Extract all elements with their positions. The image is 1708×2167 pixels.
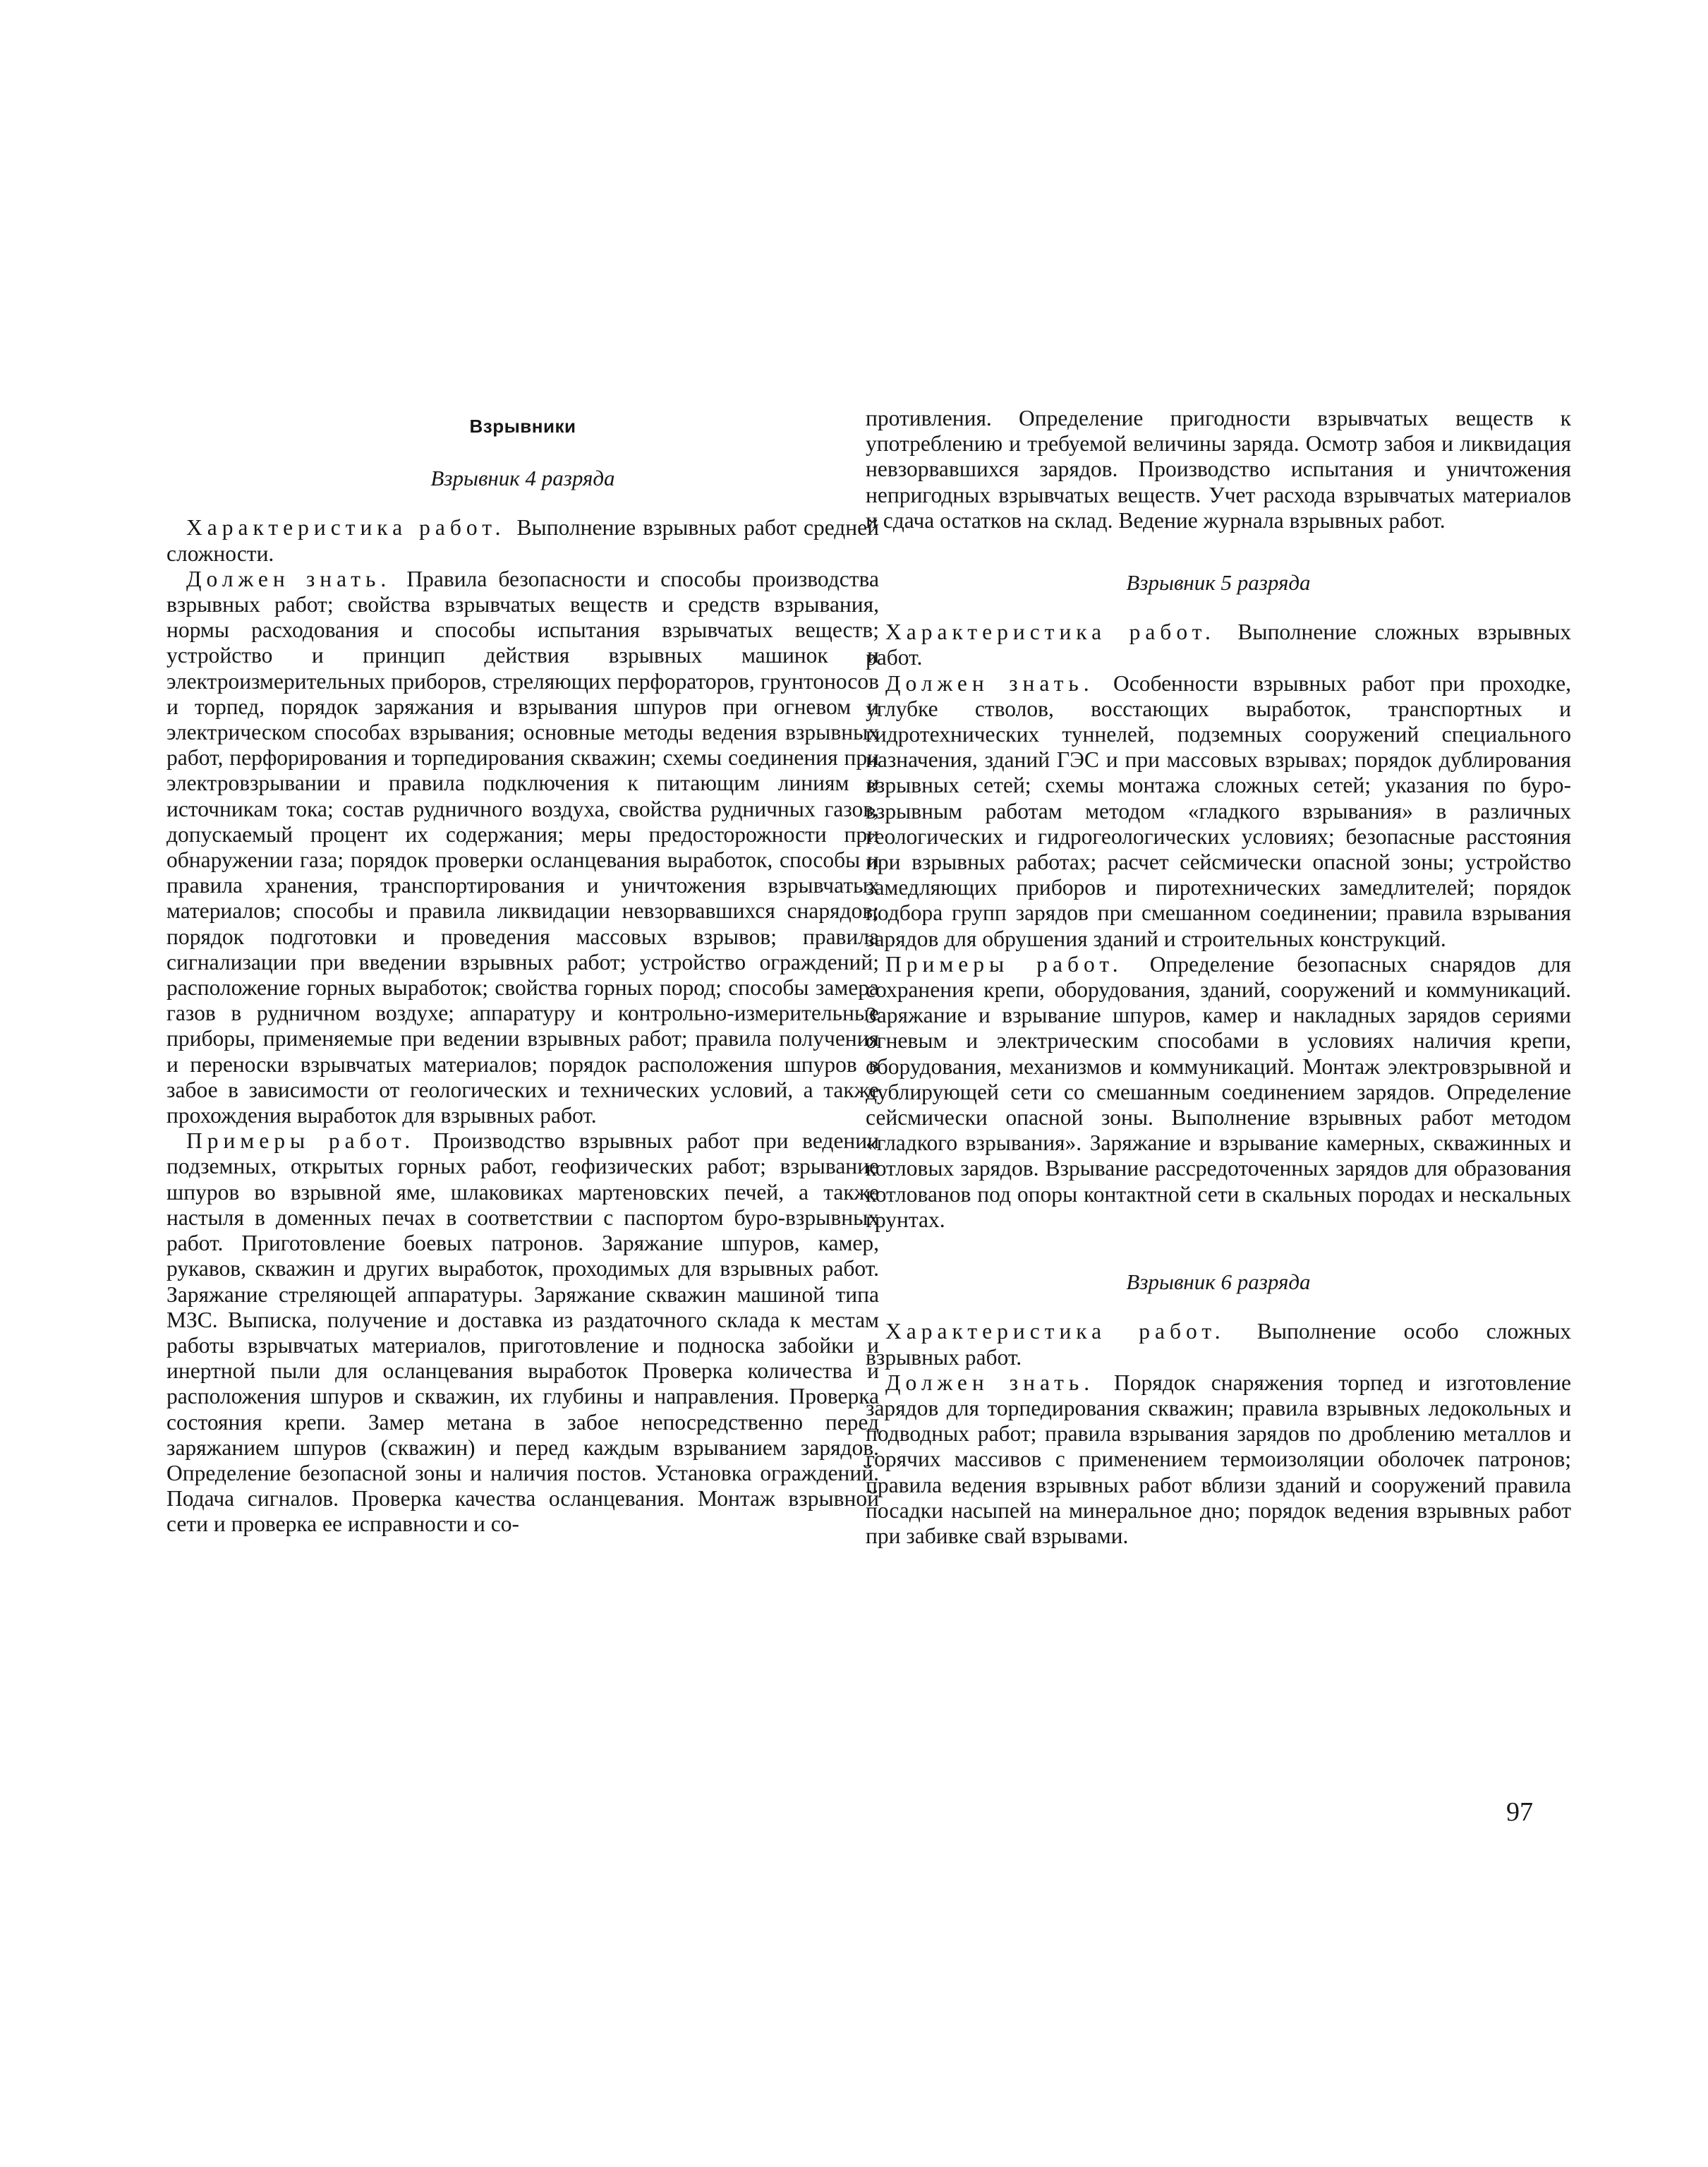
grade-6-characteristics [866, 1319, 1571, 1370]
grade-4-characteristics [166, 515, 879, 566]
paragraph-text: Порядок снаряжения торпед и изготовление зарядов для торпедирования скважин; правила взрывных ледокольных и подводных работ; правила взрывания зарядов по дроблению металлов и горячих массивов с применением термоизоляции оболочек патронов; правила ведения взрывных работ вблизи зданий и сооружений правила посадки насыпей на минеральное дно; порядок ведения взрывных работ при забивке свай взрывами. [866, 1370, 1572, 1548]
grade-5-title: Взрывник 5 разряда [1126, 570, 1311, 596]
paragraph-text: Правила безопасности и способы производства взрывных работ; свойства взрывчатых веществ и средств взрывания, нормы расходования и способы испытания взрывчатых веществ; устройство и принцип действия взрывных машинок и электроизмерительных приборов, стреляющих перфораторов, грунтоносов и торпед, порядок заряжания и взрывания шпуров при огневом и электрическом способах взрывания; основные методы ведения взрывных работ, перфорирования и торпедирования скважин; схемы соединения при электровзрывании и правила подключения к питающим линиям и источникам тока; состав рудничного воздуха, свойства рудничных газов, допускаемый процент их содержания; меры предосторожности при обнаружении газа; порядок проверки осланцевания выработок, способы и правила хранения, транспортирования и уничтожения взрывчатых материалов; способы и правила ликвидации невзорвавшихся снарядов; порядок подготовки и проведения массовых взрывов; правила сигнализации при введении взрывных работ; устройство ограждений; расположение горных выработок; свойства горных пород; способы замера газов в рудничном воздухе; аппаратуру и контрольно-измерительные приборы, применяемые при ведении взрывных работ; правила получения и переноски взрывчатых материалов; порядок расположения шпуров в забое в зависимости от геологических и технических условий, а также прохождения выработок для взрывных работ. [166, 566, 879, 1128]
paragraph-text: Выполнение особо сложных взрывных работ. [866, 1319, 1572, 1370]
paragraph-lead: Должен знать. [885, 1370, 1095, 1395]
paragraph-text: Производство взрывных работ при ведении подземных, открытых горных работ, геофизических работ; взрывание шпуров во взрывной яме, шлаковиках мартеновских печей, а также настыля в доменных печах в соответствии с паспортом буро-взрывных работ. Приготовление боевых патронов. Заряжание шпуров, камер, рукавов, скважин и других выработок, проходимых для взрывных работ. Заряжание стреляющей аппаратуры. Заряжание скважин машиной типа МЗС. Выписка, получение и доставка из раздаточного склада к местам работы взрывчатых материалов, приготовление и подноска забойки и инертной пыли для осланцевания выработок Проверка количества и расположения шпуров и скважин, их глубины и направления. Проверка состояния крепи. Замер метана в забое непосредственно перед заряжанием шпуров (скважин) и перед каждым взрыванием зарядов. Определение безопасной зоны и наличия постов. Установка ограждений. Подача сигналов. Проверка качества осланцевания. Монтаж взрывной сети и проверка ее исправности и со- [166, 1128, 879, 1537]
paragraph-lead: Характеристика работ. [186, 515, 506, 541]
grade-6-must-know [866, 1370, 1571, 1549]
grade-5-characteristics [866, 620, 1571, 670]
paragraph-text: Определение безопасных снарядов для сохранения крепи, оборудования, зданий, сооружений и коммуникаций. Заряжание и взрывание шпуров, камер и накладных зарядов сериями огневым и электрическим способами в условиях наличия крепи, оборудования, механизмов и коммуникаций. Монтаж электровзрывной и дублирующей сети со смешанным соединением зарядов. Определение сейсмически опасной зоны. Выполнение взрывных работ методом «гладкого взрывания». Заряжание и взрывание камерных, скважинных и котловых зарядов. Взрывание рассредоточенных зарядов для образования котлованов под опоры контактной сети в скальных породах и нескальных грунтах. [866, 951, 1571, 1232]
section-title: Взрывники [469, 416, 576, 437]
grade-4-title: Взрывник 4 разряда [430, 466, 615, 491]
grade-6-title: Взрывник 6 разряда [1126, 1269, 1311, 1295]
grade-4-examples-continuation: противления. Определение пригодности взрывчатых веществ к употреблению и требуемой величины заряда. Осмотр забоя и ликвидация невзорвавшихся зарядов. Производство испытания и уничтожения непригодных взрывчатых веществ. Учет расхода взрывчатых материалов и сдача остатков на склад. Ведение журнала взрывных работ. [866, 406, 1571, 533]
paragraph-text: Особенности взрывных работ при проходке, углубке стволов, восстающих выработок, транспортных и гидротехнических туннелей, подземных сооружений специального назначения, зданий ГЭС и при массовых взрывах; порядок дублирования взрывных сетей; схемы монтажа сложных сетей; указания по буро-взрывным работам методом «гладкого взрывания» в различных геологических и гидрогеологических условиях; безопасные расстояния при взрывных работах; расчет сейсмически опасной зоны; устройство замедляющих приборов и пиротехнических замедлителей; порядок подбора групп зарядов при смешанном соединении; правила взрывания зарядов для обрушения зданий и строительных конструкций. [866, 670, 1572, 951]
paragraph-lead: Примеры работ. [885, 951, 1123, 977]
paragraph-text: Выполнение взрывных работ средней сложности. [166, 515, 880, 566]
paragraph-lead: Должен знать. [186, 566, 392, 591]
paragraph-lead: Должен знать. [885, 670, 1094, 696]
paragraph-lead: Характеристика работ. [885, 620, 1216, 645]
paragraph-lead: Характеристика работ. [885, 1319, 1225, 1344]
grade-4-examples [166, 1128, 879, 1537]
right-column [866, 406, 1571, 1549]
page-number: 97 [1506, 1797, 1533, 1827]
grade-5-must-know [866, 671, 1571, 952]
grade-5-examples [866, 952, 1571, 1233]
left-column [166, 388, 879, 1538]
paragraph-lead: Примеры работ. [186, 1128, 416, 1154]
paragraph-text: Выполнение сложных взрывных работ. [866, 620, 1571, 670]
grade-4-must-know [166, 567, 879, 1128]
